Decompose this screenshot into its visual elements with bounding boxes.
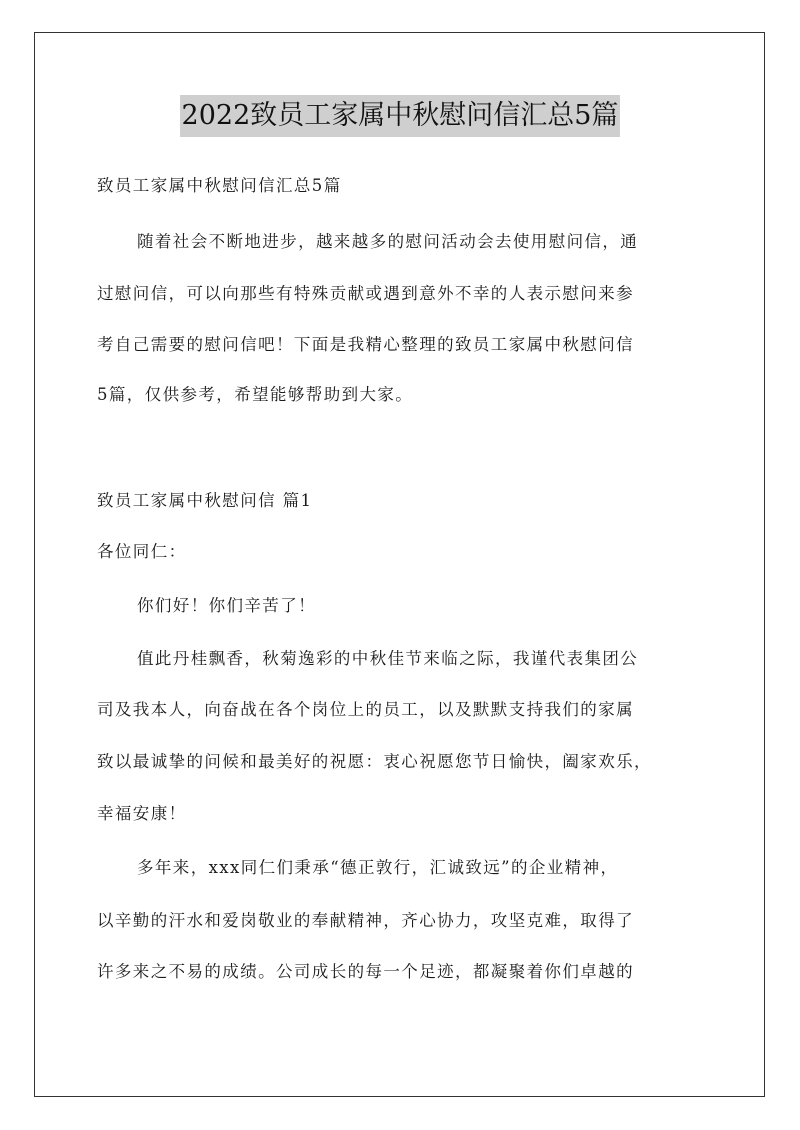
paragraph1-line-2: 司及我本人，向奋战在各个岗位上的员工，以及默默支持我们的家属 bbox=[97, 700, 634, 719]
paragraph1-line-4: 幸福安康！ bbox=[97, 804, 187, 823]
paragraph2-line-1: 多年来，xxx同仁们秉承“德正敦行，汇诚致远”的企业精神， bbox=[137, 858, 619, 877]
paragraph1-line-3: 致以最诚挚的问候和最美好的祝愿：衷心祝愿您节日愉快，阖家欢乐， bbox=[97, 752, 652, 771]
document-subtitle: 致员工家属中秋慰问信汇总5篇 bbox=[97, 176, 342, 195]
intro-line-4: 5篇，仅供参考，希望能够帮助到大家。 bbox=[97, 385, 414, 404]
paragraph2-line-2: 以辛勤的汗水和爱岗敬业的奉献精神，齐心协力，攻坚克难，取得了 bbox=[97, 911, 634, 930]
greeting: 你们好！你们辛苦了！ bbox=[137, 596, 316, 615]
paragraph2-line-3: 许多来之不易的成绩。公司成长的每一个足迹，都凝聚着你们卓越的 bbox=[97, 962, 634, 981]
salutation: 各位同仁： bbox=[97, 542, 187, 561]
section-heading: 致员工家属中秋慰问信 篇1 bbox=[97, 491, 313, 510]
paragraph1-line-1: 值此丹桂飘香，秋菊逸彩的中秋佳节来临之际，我谨代表集团公 bbox=[137, 649, 639, 668]
intro-line-3: 考自己需要的慰问信吧！下面是我精心整理的致员工家属中秋慰问信 bbox=[97, 335, 634, 354]
intro-line-2: 过慰问信，可以向那些有特殊贡献或遇到意外不幸的人表示慰问来参 bbox=[97, 284, 634, 303]
document-title: 2022致员工家属中秋慰问信汇总5篇 bbox=[180, 95, 621, 137]
intro-line-1: 随着社会不断地进步，越来越多的慰问活动会去使用慰问信，通 bbox=[137, 232, 639, 251]
title-container bbox=[0, 95, 800, 137]
